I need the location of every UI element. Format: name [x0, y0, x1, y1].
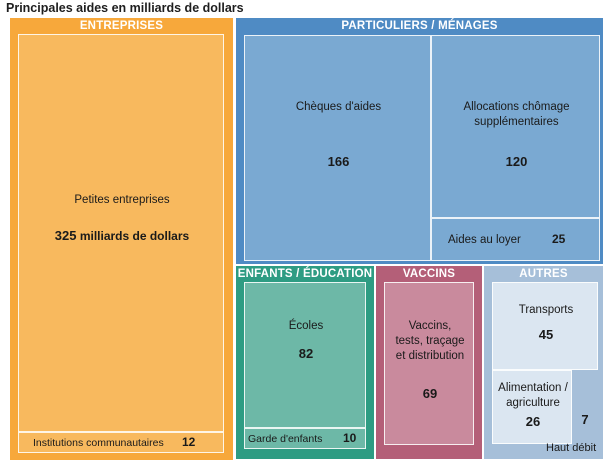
cell-label: Aides au loyer [448, 234, 521, 246]
cell-value: 82 [298, 346, 314, 361]
cell-value: 26 [525, 414, 541, 429]
group-particuliers-menages [236, 18, 603, 264]
cell-label: Garde d'enfants [248, 433, 323, 445]
cell-value: 69 [422, 386, 438, 401]
chart-title: Principales aides en milliards de dollars [6, 1, 244, 15]
treemap-cell [492, 282, 598, 370]
treemap-cell [431, 35, 600, 218]
cell-value: 25 [552, 232, 566, 246]
cell-label: Haut débit [546, 442, 597, 454]
treemap-cell [18, 34, 224, 432]
group-autres [484, 266, 603, 459]
group-header: VACCINS [402, 268, 456, 280]
group-enfants-education [236, 266, 374, 459]
treemap-cell [244, 282, 366, 428]
treemap-cell [546, 370, 598, 454]
cell-value: 166 [327, 154, 350, 169]
cell-label: Écoles [288, 320, 324, 332]
treemap-cell [18, 432, 224, 453]
cell-label: Chèques d'aides [295, 101, 382, 113]
cell-label: Institutions communautaires [33, 437, 164, 449]
cell-label: Vaccins, tests, traçage et distribution [395, 320, 465, 362]
cell-value: 120 [505, 154, 528, 169]
cell-value: 10 [343, 431, 357, 445]
group-header: AUTRES [519, 268, 568, 280]
group-header: ENFANTS / ÉDUCATION [237, 268, 373, 280]
cell-value: 7 [581, 412, 589, 427]
group-vaccins [376, 266, 482, 459]
cell-label: Petites entreprises [74, 194, 170, 206]
cell-value [19, 228, 225, 243]
cell-value: 12 [182, 435, 196, 449]
group-entreprises [10, 18, 233, 460]
cell-value: 45 [538, 327, 554, 342]
treemap-cell [384, 282, 474, 445]
cell-label: Allocations chômage supplémentaires [463, 101, 570, 128]
cell-label: Transports [518, 304, 574, 316]
group-header: PARTICULIERS / MÉNAGES [341, 20, 498, 32]
cell-value-number: 325 [54, 228, 77, 243]
group-header: ENTREPRISES [79, 20, 164, 32]
treemap-cell [244, 428, 366, 449]
cell-label: Alimentation / agriculture [498, 382, 568, 409]
haut-debit-cell [576, 370, 592, 438]
cell-value-suffix: milliards de dollars [76, 229, 190, 243]
treemap-cell [492, 370, 572, 444]
treemap-cell [431, 218, 600, 261]
treemap-cell [244, 35, 431, 261]
